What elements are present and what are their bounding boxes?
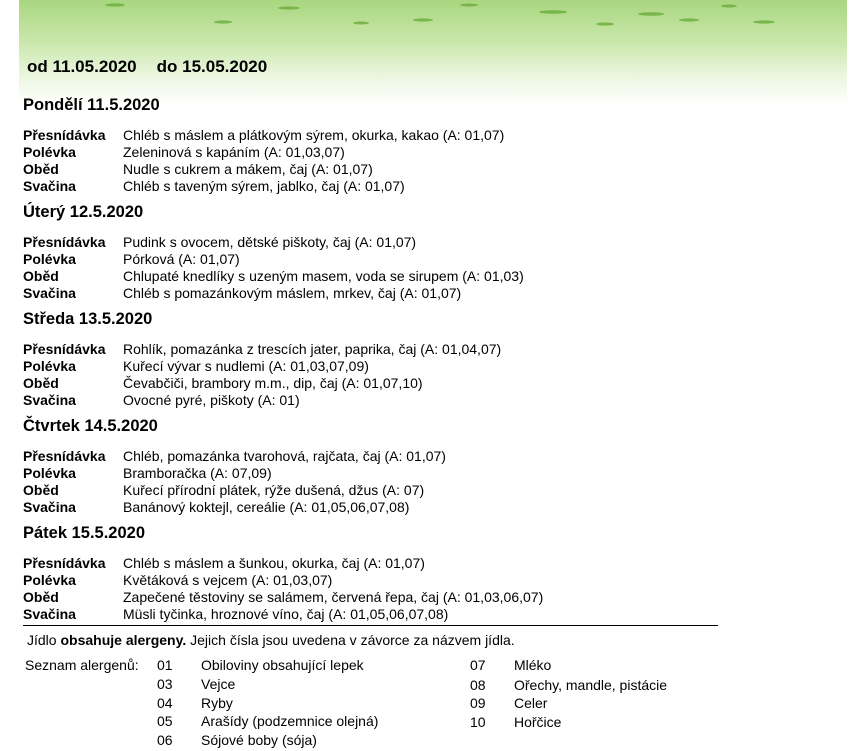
meal-text: Müsli tyčinka, hroznové víno, čaj (A: 01,05,06,07,08) bbox=[123, 606, 449, 622]
date-from: od 11.05.2020 bbox=[27, 57, 137, 76]
divider bbox=[23, 625, 718, 626]
meal-text: Banánový koktejl, cereálie (A: 01,05,06,07,08) bbox=[123, 499, 410, 515]
meal-label: Polévka bbox=[23, 251, 76, 267]
meal-text: Chléb s pomazánkovým máslem, mrkev, čaj (A: 01,07) bbox=[123, 285, 462, 301]
note-prefix: Jídlo bbox=[27, 632, 57, 648]
meal-text: Zapečené těstoviny se salámem, červená řepa, čaj (A: 01,03,06,07) bbox=[123, 589, 544, 605]
allergen-code: 03 bbox=[157, 676, 173, 692]
meal-text: Čevabčiči, brambory m.m., dip, čaj (A: 01,07,10) bbox=[123, 375, 423, 391]
allergen-name: Hořčice bbox=[514, 714, 562, 730]
meal-text: Chlupaté knedlíky s uzeným masem, voda se sirupem (A: 01,03) bbox=[123, 268, 524, 284]
note-rest: Jejich čísla jsou uvedena v závorce za názvem jídla. bbox=[190, 632, 515, 648]
meal-label: Polévka bbox=[23, 465, 76, 481]
meal-text: Květáková s vejcem (A: 01,03,07) bbox=[123, 572, 333, 588]
meal-label: Svačina bbox=[23, 499, 76, 515]
allergen-name: Ořechy, mandle, pistácie bbox=[514, 677, 668, 693]
allergen-code: 10 bbox=[470, 714, 486, 730]
date-to: do 15.05.2020 bbox=[156, 57, 268, 76]
day-title-wednesday: Středa 13.5.2020 bbox=[23, 310, 153, 328]
grass-decoration bbox=[19, 0, 847, 40]
meal-label: Svačina bbox=[23, 606, 76, 622]
allergen-name: Ryby bbox=[201, 695, 233, 711]
allergen-list-label: Seznam alergenů: bbox=[25, 657, 139, 673]
meal-label: Svačina bbox=[23, 178, 76, 194]
allergen-note bbox=[27, 632, 515, 648]
meal-text: Kuřecí vývar s nudlemi (A: 01,03,07,09) bbox=[123, 358, 369, 374]
meal-text: Chléb, pomazánka tvarohová, rajčata, čaj (A: 01,07) bbox=[123, 448, 446, 464]
allergen-code: 06 bbox=[157, 732, 173, 748]
allergen-name: Obiloviny obsahující lepek bbox=[201, 657, 364, 673]
meal-text: Zeleninová s kapáním (A: 01,03,07) bbox=[123, 144, 345, 160]
allergen-name: Sójové boby (sója) bbox=[201, 732, 317, 748]
meal-text: Pudink s ovocem, dětské piškoty, čaj (A: 01,07) bbox=[123, 234, 417, 250]
allergen-name: Arašídy (podzemnice olejná) bbox=[201, 713, 379, 729]
meal-text: Kuřecí přírodní plátek, rýže dušená, džus (A: 07) bbox=[123, 482, 425, 498]
allergen-code: 01 bbox=[157, 657, 173, 673]
meal-label: Polévka bbox=[23, 572, 76, 588]
meal-label: Přesnídávka bbox=[23, 234, 106, 250]
day-title-friday: Pátek 15.5.2020 bbox=[23, 524, 146, 542]
meal-label: Oběd bbox=[23, 375, 59, 391]
allergen-code: 04 bbox=[157, 695, 173, 711]
meal-label: Polévka bbox=[23, 358, 76, 374]
meal-label: Přesnídávka bbox=[23, 341, 106, 357]
meal-label: Přesnídávka bbox=[23, 448, 106, 464]
allergen-code: 08 bbox=[470, 677, 486, 693]
allergen-code: 05 bbox=[157, 713, 173, 729]
meal-label: Svačina bbox=[23, 285, 76, 301]
allergen-name: Celer bbox=[514, 695, 548, 711]
day-title-monday: Pondělí 11.5.2020 bbox=[23, 96, 160, 114]
meal-text: Chléb s taveným sýrem, jablko, čaj (A: 01,07) bbox=[123, 178, 405, 194]
meal-label: Oběd bbox=[23, 482, 59, 498]
note-bold: obsahuje alergeny. bbox=[60, 632, 187, 648]
meal-text: Pórková (A: 01,07) bbox=[123, 251, 240, 267]
header-banner bbox=[19, 0, 847, 104]
meal-text: Ovocné pyré, piškoty (A: 01) bbox=[123, 392, 300, 408]
allergen-name: Vejce bbox=[201, 676, 236, 692]
allergen-name: Mléko bbox=[514, 657, 552, 673]
date-range bbox=[27, 57, 287, 77]
meal-text: Rohlík, pomazánka z trescích jater, paprika, čaj (A: 01,04,07) bbox=[123, 341, 502, 357]
meal-text: Chléb s máslem a plátkovým sýrem, okurka, kakao (A: 01,07) bbox=[123, 127, 505, 143]
meal-label: Přesnídávka bbox=[23, 127, 106, 143]
meal-label: Polévka bbox=[23, 144, 76, 160]
day-title-tuesday: Úterý 12.5.2020 bbox=[23, 203, 144, 221]
day-title-thursday: Čtvrtek 14.5.2020 bbox=[23, 417, 158, 435]
meal-text: Nudle s cukrem a mákem, čaj (A: 01,07) bbox=[123, 161, 373, 177]
meal-label: Oběd bbox=[23, 161, 59, 177]
allergen-code: 09 bbox=[470, 695, 486, 711]
meal-label: Svačina bbox=[23, 392, 76, 408]
meal-label: Oběd bbox=[23, 268, 59, 284]
allergen-code: 07 bbox=[470, 657, 486, 673]
meal-label: Přesnídávka bbox=[23, 555, 106, 571]
meal-text: Bramboračka (A: 07,09) bbox=[123, 465, 272, 481]
meal-text: Chléb s máslem a šunkou, okurka, čaj (A: 01,07) bbox=[123, 555, 425, 571]
meal-label: Oběd bbox=[23, 589, 59, 605]
